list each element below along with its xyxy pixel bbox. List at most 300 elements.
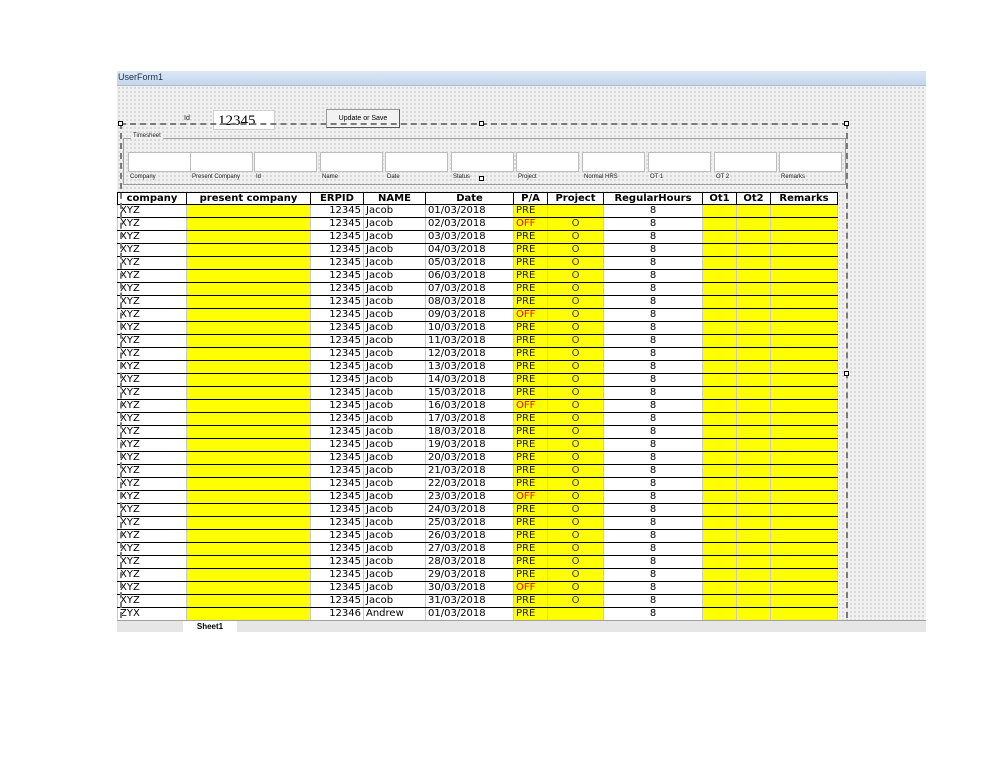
table-cell[interactable]: Jacob	[364, 361, 426, 374]
table-cell[interactable]	[737, 400, 771, 413]
column-header[interactable]: RegularHours	[604, 193, 703, 205]
table-cell[interactable]: XYZ	[118, 426, 187, 439]
table-cell[interactable]: O	[548, 569, 604, 582]
table-cell[interactable]: 8	[604, 517, 703, 530]
table-cell[interactable]: 29/03/2018	[426, 569, 514, 582]
table-cell[interactable]: 8	[604, 413, 703, 426]
table-cell[interactable]: O	[548, 556, 604, 569]
table-cell[interactable]	[703, 595, 737, 608]
table-cell[interactable]	[187, 322, 311, 335]
table-cell[interactable]: 16/03/2018	[426, 400, 514, 413]
table-cell[interactable]	[737, 595, 771, 608]
table-cell[interactable]: Jacob	[364, 556, 426, 569]
table-cell[interactable]	[703, 374, 737, 387]
table-cell[interactable]	[187, 426, 311, 439]
table-cell[interactable]	[737, 582, 771, 595]
table-cell[interactable]	[771, 504, 838, 517]
table-cell[interactable]: O	[548, 270, 604, 283]
table-cell[interactable]: XYZ	[118, 491, 187, 504]
table-cell[interactable]: 8	[604, 608, 703, 621]
table-cell[interactable]: Jacob	[364, 335, 426, 348]
table-cell[interactable]	[703, 283, 737, 296]
table-cell[interactable]	[737, 556, 771, 569]
table-cell[interactable]: 12345	[311, 426, 364, 439]
table-cell[interactable]: 12345	[311, 530, 364, 543]
table-cell[interactable]	[771, 439, 838, 452]
table-cell[interactable]	[187, 504, 311, 517]
table-cell[interactable]	[548, 608, 604, 621]
table-cell[interactable]: 12345	[311, 543, 364, 556]
table-cell[interactable]: Jacob	[364, 595, 426, 608]
table-cell[interactable]: XYZ	[118, 595, 187, 608]
table-cell[interactable]	[737, 608, 771, 621]
table-cell[interactable]	[703, 439, 737, 452]
table-cell[interactable]: O	[548, 231, 604, 244]
table-cell[interactable]: O	[548, 543, 604, 556]
table-cell[interactable]: Jacob	[364, 582, 426, 595]
table-cell[interactable]: O	[548, 582, 604, 595]
table-cell[interactable]	[771, 413, 838, 426]
table-cell[interactable]	[703, 387, 737, 400]
table-cell[interactable]: Jacob	[364, 205, 426, 218]
table-cell[interactable]: O	[548, 283, 604, 296]
resize-handle[interactable]	[479, 121, 484, 126]
table-cell[interactable]: 8	[604, 270, 703, 283]
table-cell[interactable]: 12345	[311, 257, 364, 270]
sheet-tab[interactable]: Sheet1	[183, 621, 237, 632]
table-cell[interactable]: 8	[604, 491, 703, 504]
table-cell[interactable]: PRE	[514, 244, 548, 257]
table-cell[interactable]: 12345	[311, 465, 364, 478]
table-cell[interactable]: 12345	[311, 413, 364, 426]
table-cell[interactable]: 11/03/2018	[426, 335, 514, 348]
table-cell[interactable]: PRE	[514, 322, 548, 335]
table-cell[interactable]	[737, 374, 771, 387]
table-cell[interactable]	[187, 439, 311, 452]
table-cell[interactable]: 8	[604, 348, 703, 361]
table-cell[interactable]	[737, 504, 771, 517]
table-cell[interactable]	[187, 205, 311, 218]
table-cell[interactable]	[187, 608, 311, 621]
table-cell[interactable]: PRE	[514, 465, 548, 478]
table-cell[interactable]: 12345	[311, 348, 364, 361]
table-cell[interactable]: XYZ	[118, 374, 187, 387]
table-cell[interactable]	[737, 244, 771, 257]
table-cell[interactable]	[771, 387, 838, 400]
table-cell[interactable]	[187, 257, 311, 270]
table-cell[interactable]	[771, 530, 838, 543]
table-cell[interactable]: O	[548, 309, 604, 322]
table-cell[interactable]: XYZ	[118, 348, 187, 361]
table-cell[interactable]: 12345	[311, 205, 364, 218]
table-cell[interactable]	[187, 296, 311, 309]
table-cell[interactable]	[737, 465, 771, 478]
table-cell[interactable]: 12345	[311, 569, 364, 582]
table-cell[interactable]: O	[548, 257, 604, 270]
table-cell[interactable]: 09/03/2018	[426, 309, 514, 322]
table-cell[interactable]: 28/03/2018	[426, 556, 514, 569]
table-cell[interactable]	[771, 270, 838, 283]
table-cell[interactable]	[771, 322, 838, 335]
table-cell[interactable]: PRE	[514, 296, 548, 309]
table-cell[interactable]: PRE	[514, 374, 548, 387]
table-cell[interactable]	[187, 556, 311, 569]
table-cell[interactable]: Jacob	[364, 400, 426, 413]
table-cell[interactable]	[771, 400, 838, 413]
table-cell[interactable]: 01/03/2018	[426, 608, 514, 621]
table-cell[interactable]: PRE	[514, 270, 548, 283]
table-cell[interactable]: Jacob	[364, 309, 426, 322]
table-cell[interactable]: 8	[604, 387, 703, 400]
table-cell[interactable]	[737, 387, 771, 400]
table-cell[interactable]: XYZ	[118, 556, 187, 569]
table-cell[interactable]: 19/03/2018	[426, 439, 514, 452]
table-cell[interactable]: 8	[604, 257, 703, 270]
table-cell[interactable]: 17/03/2018	[426, 413, 514, 426]
table-cell[interactable]: 12345	[311, 244, 364, 257]
table-cell[interactable]	[187, 361, 311, 374]
table-cell[interactable]: 12345	[311, 452, 364, 465]
table-cell[interactable]	[703, 478, 737, 491]
table-cell[interactable]	[771, 426, 838, 439]
table-cell[interactable]: Jacob	[364, 244, 426, 257]
table-cell[interactable]	[737, 426, 771, 439]
table-cell[interactable]	[771, 361, 838, 374]
table-cell[interactable]: 8	[604, 530, 703, 543]
table-cell[interactable]: 8	[604, 504, 703, 517]
table-cell[interactable]	[703, 270, 737, 283]
table-cell[interactable]: 12345	[311, 439, 364, 452]
table-cell[interactable]	[703, 582, 737, 595]
table-cell[interactable]: O	[548, 478, 604, 491]
table-cell[interactable]: 12345	[311, 283, 364, 296]
table-cell[interactable]	[737, 296, 771, 309]
table-cell[interactable]: Jacob	[364, 478, 426, 491]
table-cell[interactable]: Jacob	[364, 426, 426, 439]
table-cell[interactable]	[737, 205, 771, 218]
table-cell[interactable]: 10/03/2018	[426, 322, 514, 335]
table-cell[interactable]: XYZ	[118, 257, 187, 270]
table-cell[interactable]: XYZ	[118, 439, 187, 452]
column-header[interactable]: Date	[426, 193, 514, 205]
table-cell[interactable]	[771, 309, 838, 322]
table-cell[interactable]: 04/03/2018	[426, 244, 514, 257]
table-cell[interactable]: O	[548, 387, 604, 400]
table-cell[interactable]: Jacob	[364, 569, 426, 582]
table-cell[interactable]: 03/03/2018	[426, 231, 514, 244]
table-cell[interactable]: O	[548, 335, 604, 348]
table-cell[interactable]	[187, 270, 311, 283]
table-cell[interactable]: 8	[604, 556, 703, 569]
table-cell[interactable]	[737, 322, 771, 335]
table-cell[interactable]: 12345	[311, 504, 364, 517]
table-cell[interactable]: Jacob	[364, 465, 426, 478]
table-cell[interactable]: 18/03/2018	[426, 426, 514, 439]
column-header[interactable]: Project	[548, 193, 604, 205]
table-cell[interactable]: 12345	[311, 374, 364, 387]
table-cell[interactable]	[187, 244, 311, 257]
table-cell[interactable]: XYZ	[118, 231, 187, 244]
table-cell[interactable]: Andrew	[364, 608, 426, 621]
table-cell[interactable]: 24/03/2018	[426, 504, 514, 517]
header-textbox[interactable]	[385, 152, 448, 172]
table-cell[interactable]: PRE	[514, 205, 548, 218]
table-cell[interactable]	[187, 465, 311, 478]
table-cell[interactable]	[703, 348, 737, 361]
table-cell[interactable]: OFF	[514, 582, 548, 595]
table-cell[interactable]: O	[548, 413, 604, 426]
table-cell[interactable]	[703, 361, 737, 374]
table-cell[interactable]: Jacob	[364, 452, 426, 465]
table-cell[interactable]	[187, 478, 311, 491]
table-cell[interactable]	[187, 335, 311, 348]
header-textbox[interactable]	[254, 152, 317, 172]
table-cell[interactable]: Jacob	[364, 413, 426, 426]
table-cell[interactable]: 27/03/2018	[426, 543, 514, 556]
table-cell[interactable]: O	[548, 374, 604, 387]
table-cell[interactable]	[703, 452, 737, 465]
table-cell[interactable]	[187, 309, 311, 322]
table-cell[interactable]: 12345	[311, 296, 364, 309]
table-cell[interactable]	[703, 205, 737, 218]
table-cell[interactable]: XYZ	[118, 244, 187, 257]
table-cell[interactable]	[703, 309, 737, 322]
table-cell[interactable]	[771, 478, 838, 491]
table-cell[interactable]: XYZ	[118, 400, 187, 413]
table-cell[interactable]	[703, 504, 737, 517]
header-textbox[interactable]	[320, 152, 383, 172]
table-cell[interactable]: 21/03/2018	[426, 465, 514, 478]
table-cell[interactable]	[548, 205, 604, 218]
table-cell[interactable]	[703, 569, 737, 582]
table-cell[interactable]	[703, 257, 737, 270]
table-cell[interactable]: PRE	[514, 361, 548, 374]
table-cell[interactable]	[737, 413, 771, 426]
table-cell[interactable]: 8	[604, 218, 703, 231]
table-cell[interactable]: O	[548, 465, 604, 478]
vertical-scrollbar[interactable]	[850, 216, 856, 632]
table-cell[interactable]	[771, 374, 838, 387]
table-cell[interactable]: PRE	[514, 517, 548, 530]
header-textbox[interactable]	[190, 152, 253, 172]
table-cell[interactable]: XYZ	[118, 322, 187, 335]
table-cell[interactable]: OFF	[514, 218, 548, 231]
table-cell[interactable]: 23/03/2018	[426, 491, 514, 504]
table-cell[interactable]: O	[548, 530, 604, 543]
table-cell[interactable]: O	[548, 426, 604, 439]
header-textbox[interactable]	[779, 152, 842, 172]
table-cell[interactable]: PRE	[514, 413, 548, 426]
table-cell[interactable]	[737, 478, 771, 491]
table-cell[interactable]	[703, 413, 737, 426]
table-cell[interactable]: O	[548, 452, 604, 465]
table-cell[interactable]: PRE	[514, 569, 548, 582]
table-cell[interactable]	[703, 426, 737, 439]
table-cell[interactable]: Jacob	[364, 231, 426, 244]
table-cell[interactable]	[703, 400, 737, 413]
table-cell[interactable]	[771, 608, 838, 621]
table-cell[interactable]: XYZ	[118, 335, 187, 348]
table-cell[interactable]	[737, 231, 771, 244]
table-cell[interactable]	[703, 465, 737, 478]
table-cell[interactable]	[187, 517, 311, 530]
table-cell[interactable]: 8	[604, 426, 703, 439]
table-cell[interactable]	[187, 595, 311, 608]
table-cell[interactable]: Jacob	[364, 348, 426, 361]
column-header[interactable]: Ot1	[703, 193, 737, 205]
table-cell[interactable]: 8	[604, 205, 703, 218]
table-cell[interactable]	[703, 335, 737, 348]
header-textbox[interactable]	[516, 152, 579, 172]
table-cell[interactable]: PRE	[514, 439, 548, 452]
table-cell[interactable]: PRE	[514, 348, 548, 361]
column-header[interactable]: company	[118, 193, 187, 205]
table-cell[interactable]: XYZ	[118, 504, 187, 517]
table-cell[interactable]: PRE	[514, 335, 548, 348]
table-cell[interactable]: 8	[604, 244, 703, 257]
column-header[interactable]: P/A	[514, 193, 548, 205]
resize-handle[interactable]	[844, 121, 849, 126]
resize-handle[interactable]	[844, 371, 849, 376]
table-cell[interactable]	[187, 491, 311, 504]
table-cell[interactable]: PRE	[514, 387, 548, 400]
table-cell[interactable]	[771, 452, 838, 465]
table-cell[interactable]: 12345	[311, 582, 364, 595]
table-cell[interactable]: 8	[604, 231, 703, 244]
table-cell[interactable]	[703, 244, 737, 257]
table-cell[interactable]: PRE	[514, 543, 548, 556]
table-cell[interactable]: Jacob	[364, 296, 426, 309]
table-cell[interactable]: 12345	[311, 556, 364, 569]
table-cell[interactable]	[703, 530, 737, 543]
table-cell[interactable]: XYZ	[118, 465, 187, 478]
table-cell[interactable]: 20/03/2018	[426, 452, 514, 465]
table-cell[interactable]	[771, 517, 838, 530]
table-cell[interactable]: O	[548, 218, 604, 231]
table-cell[interactable]: XYZ	[118, 517, 187, 530]
table-cell[interactable]	[771, 556, 838, 569]
table-cell[interactable]: 01/03/2018	[426, 205, 514, 218]
table-cell[interactable]: PRE	[514, 257, 548, 270]
table-cell[interactable]	[771, 335, 838, 348]
table-cell[interactable]: 12345	[311, 517, 364, 530]
table-cell[interactable]	[771, 582, 838, 595]
table-cell[interactable]: 12345	[311, 491, 364, 504]
table-cell[interactable]	[187, 543, 311, 556]
table-cell[interactable]	[737, 309, 771, 322]
update-or-save-button[interactable]: Update or Save	[326, 109, 400, 128]
table-cell[interactable]: Jacob	[364, 543, 426, 556]
table-cell[interactable]	[737, 257, 771, 270]
table-cell[interactable]: PRE	[514, 530, 548, 543]
table-cell[interactable]: 8	[604, 582, 703, 595]
table-cell[interactable]	[771, 543, 838, 556]
table-cell[interactable]: 14/03/2018	[426, 374, 514, 387]
table-cell[interactable]: 25/03/2018	[426, 517, 514, 530]
table-cell[interactable]: 02/03/2018	[426, 218, 514, 231]
table-cell[interactable]: PRE	[514, 452, 548, 465]
table-cell[interactable]: 8	[604, 478, 703, 491]
table-cell[interactable]: 12345	[311, 218, 364, 231]
table-cell[interactable]	[703, 296, 737, 309]
table-cell[interactable]: 12345	[311, 400, 364, 413]
table-cell[interactable]	[737, 218, 771, 231]
table-cell[interactable]: O	[548, 504, 604, 517]
table-cell[interactable]: 8	[604, 465, 703, 478]
column-header[interactable]: Remarks	[771, 193, 838, 205]
table-cell[interactable]	[737, 361, 771, 374]
table-cell[interactable]: Jacob	[364, 257, 426, 270]
table-cell[interactable]	[737, 348, 771, 361]
table-cell[interactable]	[703, 556, 737, 569]
table-cell[interactable]: 12/03/2018	[426, 348, 514, 361]
table-cell[interactable]: 12345	[311, 361, 364, 374]
table-cell[interactable]: PRE	[514, 556, 548, 569]
table-cell[interactable]: 8	[604, 335, 703, 348]
table-cell[interactable]	[703, 491, 737, 504]
table-cell[interactable]: Jacob	[364, 491, 426, 504]
table-cell[interactable]: XYZ	[118, 296, 187, 309]
table-cell[interactable]: 30/03/2018	[426, 582, 514, 595]
table-cell[interactable]	[703, 608, 737, 621]
id-input[interactable]: 12345	[213, 110, 275, 130]
table-cell[interactable]	[737, 517, 771, 530]
table-cell[interactable]: Jacob	[364, 387, 426, 400]
header-textbox[interactable]	[714, 152, 777, 172]
table-cell[interactable]: 8	[604, 309, 703, 322]
table-cell[interactable]	[703, 322, 737, 335]
table-cell[interactable]	[187, 387, 311, 400]
table-cell[interactable]: PRE	[514, 426, 548, 439]
table-cell[interactable]: 22/03/2018	[426, 478, 514, 491]
table-cell[interactable]: Jacob	[364, 218, 426, 231]
table-cell[interactable]	[737, 452, 771, 465]
table-cell[interactable]: O	[548, 491, 604, 504]
table-cell[interactable]: Jacob	[364, 504, 426, 517]
table-cell[interactable]: O	[548, 322, 604, 335]
table-cell[interactable]: Jacob	[364, 517, 426, 530]
table-cell[interactable]	[771, 283, 838, 296]
table-cell[interactable]	[703, 231, 737, 244]
table-cell[interactable]: 8	[604, 322, 703, 335]
table-cell[interactable]	[737, 569, 771, 582]
table-cell[interactable]: 12345	[311, 309, 364, 322]
table-cell[interactable]: O	[548, 517, 604, 530]
table-cell[interactable]: 12345	[311, 335, 364, 348]
table-cell[interactable]: PRE	[514, 283, 548, 296]
table-cell[interactable]: XYZ	[118, 270, 187, 283]
table-cell[interactable]	[771, 348, 838, 361]
resize-handle[interactable]	[118, 121, 123, 126]
table-cell[interactable]: 12345	[311, 478, 364, 491]
table-cell[interactable]	[771, 491, 838, 504]
table-cell[interactable]: XYZ	[118, 361, 187, 374]
table-cell[interactable]	[703, 517, 737, 530]
header-textbox[interactable]	[128, 152, 191, 172]
table-cell[interactable]	[771, 569, 838, 582]
table-cell[interactable]	[737, 491, 771, 504]
table-cell[interactable]	[187, 400, 311, 413]
table-cell[interactable]: PRE	[514, 478, 548, 491]
table-cell[interactable]: Jacob	[364, 322, 426, 335]
table-cell[interactable]: PRE	[514, 595, 548, 608]
table-cell[interactable]	[187, 452, 311, 465]
table-cell[interactable]	[187, 374, 311, 387]
table-cell[interactable]: XYZ	[118, 387, 187, 400]
column-header[interactable]: NAME	[364, 193, 426, 205]
table-cell[interactable]: O	[548, 296, 604, 309]
table-cell[interactable]: O	[548, 348, 604, 361]
